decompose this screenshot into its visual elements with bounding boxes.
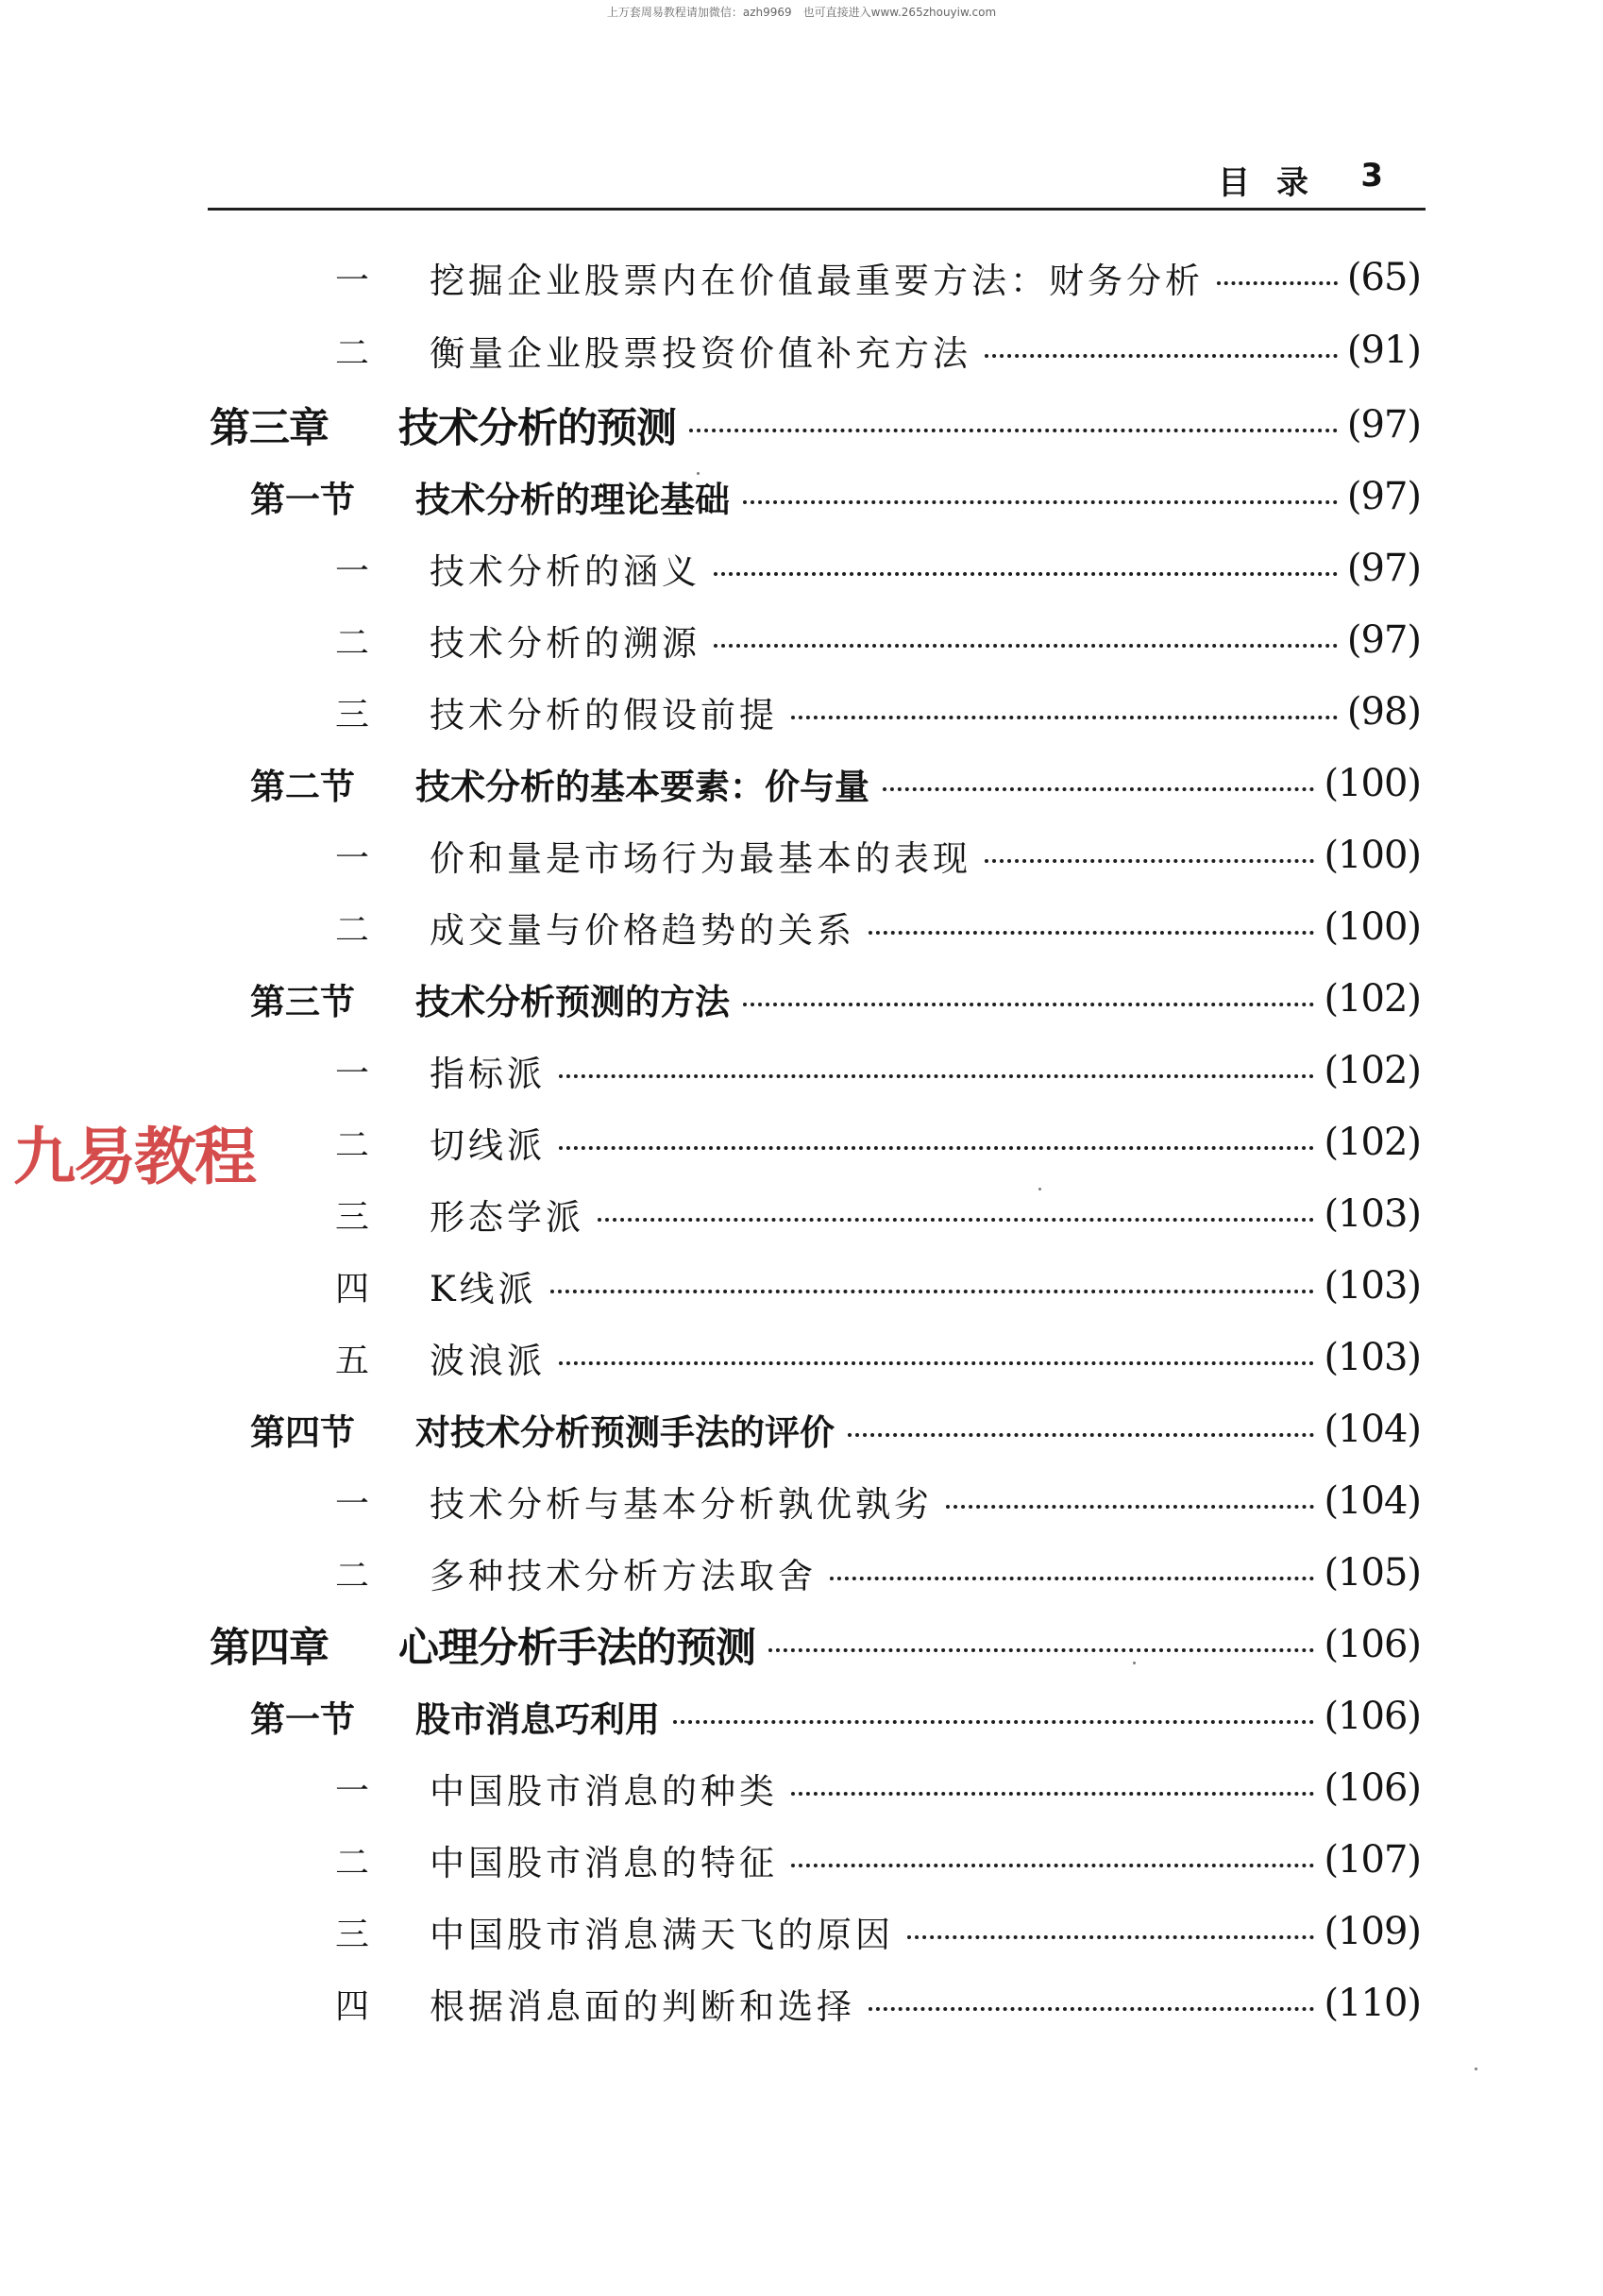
toc-entry-page: (98) [1346, 690, 1421, 734]
toc-entry-title: 中国股市消息的种类 [430, 1771, 778, 1812]
dot-leader [869, 931, 1314, 935]
toc-entry-page: (106) [1324, 1695, 1421, 1738]
toc-entry-marker: 第一节 [250, 1699, 355, 1740]
toc-entry-section [250, 971, 1421, 1027]
toc-entry-marker: 一 [335, 1771, 374, 1811]
toc-entry-page: (91) [1346, 329, 1421, 372]
dot-leader [743, 500, 1338, 504]
dot-leader [743, 1003, 1314, 1006]
toc-entry-section [250, 468, 1421, 525]
toc-entry-item [335, 540, 1421, 597]
dot-leader [985, 859, 1314, 863]
toc-entry-page: (105) [1324, 1551, 1421, 1595]
dot-leader [598, 1218, 1314, 1222]
toc-entry-item [335, 249, 1421, 306]
toc-entry-title: 技术分析的基本要素：价与量 [415, 767, 869, 807]
toc-entry-page: (103) [1324, 1192, 1421, 1236]
toc-entry-page: (107) [1324, 1838, 1421, 1882]
dot-leader [714, 572, 1338, 576]
toc-entry-marker: 二 [335, 1843, 374, 1882]
toc-entry-chapter [210, 397, 1421, 453]
toc-entry-marker: 第四章 [210, 1624, 329, 1672]
toc-entry-marker: 一 [335, 838, 374, 878]
toc-entry-marker: 二 [335, 623, 374, 663]
toc-entry-title: 挖掘企业股票内在价值最重要方法：财务分析 [430, 261, 1204, 301]
dot-leader [791, 1792, 1314, 1796]
toc-entry-item [335, 1545, 1421, 1601]
running-head-title: 目录 [1218, 164, 1335, 202]
dot-leader [869, 2007, 1314, 2011]
toc-entry-page: (103) [1324, 1336, 1421, 1379]
toc-entry-chapter [210, 1616, 1421, 1673]
dot-leader [1217, 281, 1338, 285]
toc-entry-title: 切线派 [430, 1125, 546, 1166]
toc-entry-item [335, 1042, 1421, 1099]
toc-entry-title: 波浪派 [430, 1341, 546, 1381]
toc-entry-marker: 一 [335, 1484, 374, 1524]
toc-entry-title: 中国股市消息满天飞的原因 [430, 1915, 894, 1955]
dot-leader [559, 1146, 1314, 1150]
toc-entry-marker: 五 [335, 1341, 374, 1380]
toc-entry-item [335, 1258, 1421, 1314]
toc-entry-title: 技术分析的理论基础 [415, 480, 730, 520]
dot-leader [848, 1433, 1314, 1437]
toc-entry-page: (100) [1324, 762, 1421, 805]
dot-leader [689, 429, 1338, 432]
toc-entry-page: (102) [1324, 1049, 1421, 1092]
scan-speck [1475, 2068, 1477, 2070]
toc-entry-title: 技术分析与基本分析孰优孰劣 [430, 1484, 933, 1525]
toc-entry-page: (102) [1324, 1121, 1421, 1164]
toc-entry-marker: 三 [335, 695, 374, 734]
toc-entry-marker: 二 [335, 910, 374, 950]
toc-entry-page: (106) [1324, 1766, 1421, 1810]
dot-leader [883, 787, 1314, 791]
toc-entry-title: 根据消息面的判断和选择 [430, 1986, 855, 2027]
dot-leader [907, 1935, 1314, 1939]
toc-entry-marker: 第一节 [250, 480, 355, 520]
toc-entry-title: 中国股市消息的特征 [430, 1843, 778, 1883]
toc-entry-page: (97) [1346, 403, 1421, 447]
dot-leader [559, 1074, 1314, 1078]
dot-leader [768, 1648, 1314, 1652]
toc-entry-item [335, 1473, 1421, 1529]
toc-entry-page: (100) [1324, 834, 1421, 877]
dot-leader [673, 1720, 1314, 1724]
toc-entry-item [335, 322, 1421, 379]
toc-entry-item [335, 612, 1421, 668]
toc-entry-marker: 四 [335, 1269, 374, 1308]
toc-entry-section [250, 1688, 1421, 1745]
toc-entry-marker: 第二节 [250, 767, 355, 807]
toc-entry-item [335, 899, 1421, 955]
toc-entry-marker: 第三章 [210, 404, 329, 452]
toc-entry-item [335, 1832, 1421, 1888]
toc-entry-page: (109) [1324, 1910, 1421, 1953]
toc-entry-title: 技术分析的溯源 [430, 623, 700, 664]
toc-entry-marker: 二 [335, 333, 374, 373]
dot-leader [791, 716, 1338, 719]
dot-leader [791, 1864, 1314, 1867]
toc-entry-item [335, 1186, 1421, 1242]
toc-entry-page: (106) [1324, 1623, 1421, 1666]
toc-entry-title: 多种技术分析方法取舍 [430, 1556, 817, 1596]
toc-entry-title: 心理分析手法的预测 [398, 1624, 755, 1672]
toc-entry-title: 价和量是市场行为最基本的表现 [430, 838, 971, 879]
toc-entry-title: 成交量与价格趋势的关系 [430, 910, 855, 951]
toc-entry-item [335, 1329, 1421, 1386]
toc-entry-title: 指标派 [430, 1054, 546, 1094]
dot-leader [946, 1505, 1314, 1509]
toc-entry-item [335, 1760, 1421, 1816]
toc-entry-marker: 一 [335, 551, 374, 591]
toc-entry-page: (97) [1346, 475, 1421, 518]
toc-entry-marker: 第四节 [250, 1412, 355, 1453]
toc-entry-page: (100) [1324, 905, 1421, 949]
toc-entry-marker: 一 [335, 261, 374, 300]
toc-entry-marker: 第三节 [250, 982, 355, 1022]
toc-entry-title: 对技术分析预测手法的评价 [415, 1412, 835, 1453]
scan-speck [697, 472, 700, 475]
toc-entry-marker: 一 [335, 1054, 374, 1093]
dot-leader [830, 1577, 1314, 1580]
toc-entry-page: (97) [1346, 547, 1421, 590]
toc-entry-item [335, 1975, 1421, 2032]
toc-entry-item [335, 1114, 1421, 1171]
toc-entry-page: (110) [1324, 1982, 1421, 2025]
toc-entry-page: (102) [1324, 977, 1421, 1021]
dot-leader [550, 1290, 1315, 1293]
toc-entry-marker: 三 [335, 1197, 374, 1237]
toc-entry-title: 技术分析的假设前提 [430, 695, 778, 735]
watermark-text: 九易教程 [13, 1121, 255, 1193]
toc-entry-section [250, 1401, 1421, 1458]
dot-leader [985, 354, 1338, 358]
toc-entry-page: (104) [1324, 1408, 1421, 1451]
top-note: 上万套周易教程请加微信：azh9969 也可直接进入www.265zhouyiw.com [606, 6, 997, 19]
dot-leader [559, 1361, 1314, 1365]
toc-entry-title: 形态学派 [430, 1197, 584, 1238]
toc-entry-page: (97) [1346, 618, 1421, 662]
toc-entry-item [335, 1903, 1421, 1960]
toc-entry-title: 技术分析的预测 [398, 404, 676, 452]
toc-entry-item [335, 827, 1421, 884]
toc-entry-marker: 三 [335, 1915, 374, 1954]
toc-entry-item [335, 684, 1421, 740]
toc-entry-page: (103) [1324, 1264, 1421, 1308]
page-number: 3 [1360, 157, 1383, 194]
toc-entry-marker: 二 [335, 1556, 374, 1595]
toc-entry-page: (104) [1324, 1479, 1421, 1523]
toc-entry-title: 技术分析预测的方法 [415, 982, 730, 1022]
scan-speck [1038, 1188, 1041, 1190]
toc-entry-title: 技术分析的涵义 [430, 551, 700, 592]
toc-entry-page: (65) [1346, 256, 1421, 299]
toc-entry-marker: 二 [335, 1125, 374, 1165]
toc-entry-section [250, 755, 1421, 812]
toc-entry-marker: 四 [335, 1986, 374, 2026]
toc-entry-title: K线派 [430, 1269, 537, 1309]
dot-leader [714, 644, 1338, 648]
toc-entry-title: 衡量企业股票投资价值补充方法 [430, 333, 971, 374]
scan-speck [1133, 1662, 1136, 1664]
toc-entry-title: 股市消息巧利用 [415, 1699, 660, 1740]
